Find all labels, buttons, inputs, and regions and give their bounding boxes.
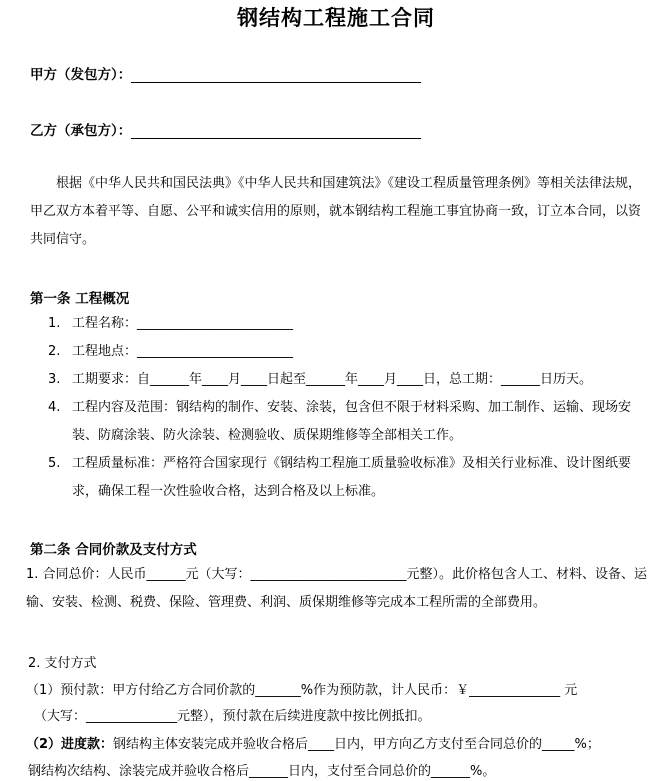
contract-price-paragraph: 1. 合同总价：人民币______元（大写：________________________元整）。此价格包含人工、材料、设备、运输、安装、检测、税费、保险、管理费、利润、质保期维修等完成本工程所需的全部费用。	[26, 567, 648, 610]
item-number: 4.	[48, 400, 61, 415]
party-a-row	[30, 63, 421, 83]
document-title: 钢结构工程施工合同	[237, 5, 435, 30]
progress-payment-text: 钢结构主体安装完成并验收合格后____日内，甲方向乙方支付至合同总价的_____%；	[113, 737, 600, 752]
item-number: 1.	[48, 316, 61, 331]
progress-payment-label: （2）进度款：	[26, 737, 114, 752]
article-1-heading: 第一条 工程概况	[30, 291, 130, 307]
party-b-row	[30, 119, 421, 139]
payment-method-title: 2. 支付方式	[28, 656, 97, 671]
item-number: 2.	[48, 344, 61, 359]
article-1-item-2	[48, 338, 652, 366]
item-text: 工程地点：________________________	[72, 344, 294, 359]
article-1-item-1	[48, 310, 652, 338]
item-text: 工程质量标准：严格符合国家现行《钢结构工程施工质量验收标准》及相关行业标准、设计图纸要求，确保工程一次性验收合格，达到合格及以上标准。	[72, 456, 632, 499]
party-b-blank[interactable]	[131, 124, 421, 139]
article-2-heading: 第二条 合同价款及支付方式	[30, 542, 197, 558]
item-number: 3.	[48, 372, 61, 387]
article-1-item-3	[48, 366, 652, 394]
progress-payment-line-2: 钢结构次结构、涂装完成并验收合格后______日内，支付至合同总价的______%。	[28, 764, 496, 779]
article-1-item-4	[48, 394, 652, 450]
item-text: 工程内容及范围：钢结构的制作、安装、涂装，包含但不限于材料采购、加工制作、运输、现场安装、防腐涂装、防火涂装、检测验收、质保期维修等全部相关工作。	[72, 400, 632, 443]
item-text: 工程名称：________________________	[72, 316, 294, 331]
advance-payment-line-2: （大写：______________元整），预付款在后续进度款中按比例抵扣。	[34, 709, 431, 724]
intro-paragraph: 根据《中华人民共和国民法典》《中华人民共和国建筑法》《建设工程质量管理条例》等相关法律法规，甲乙双方本着平等、自愿、公平和诚实信用的原则，就本钢结构工程施工事宜协商一致，订立本合同，以资共同信守。	[30, 176, 642, 247]
item-text: 工期要求：自______年____月____日起至______年____月____日，总工期：______日历天。	[72, 372, 593, 387]
item-number: 5.	[48, 456, 61, 471]
party-a-label: 甲方（发包方）：	[30, 67, 132, 83]
advance-payment-line-1: （1）预付款：甲方付给乙方合同价款的_______%作为预防款，计人民币：￥______________ 元	[26, 683, 578, 698]
article-1-item-5	[48, 450, 652, 506]
progress-payment-line-1	[26, 733, 650, 752]
party-a-blank[interactable]	[131, 68, 421, 83]
party-b-label: 乙方（承包方）：	[30, 123, 132, 139]
